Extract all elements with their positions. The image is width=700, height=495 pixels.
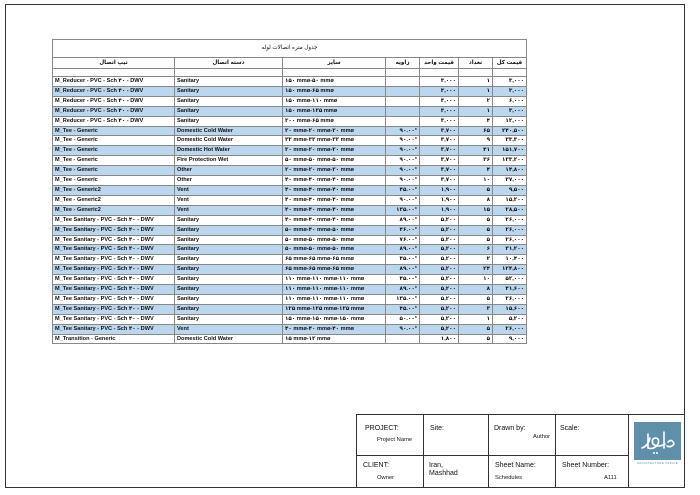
cell-count: ۴۱: [459, 146, 493, 156]
cell-type: M_Tee Sanitary - PVC - Sch ۴۰ - DWV: [53, 215, 175, 225]
cell-unit-price: ۵,۲۰۰: [420, 225, 459, 235]
table-row: [53, 334, 527, 344]
cell-angle: ۸۹.۰۰°: [386, 265, 420, 275]
cell-type: M_Tee - Generic2: [53, 195, 175, 205]
cell-type: M_Tee Sanitary - PVC - Sch ۴۰ - DWV: [53, 255, 175, 265]
cell-type: M_Tee Sanitary - PVC - Sch ۴۰ - DWV: [53, 225, 175, 235]
cell-size: ۱۵۰ mmø-۵۰ mmø: [283, 77, 386, 87]
schedule-title: جدول متره اتصالات لوله: [53, 40, 527, 58]
cell-unit-price: ۵,۲۰۰: [420, 215, 459, 225]
cell-total: ۵۲,۰۰۰: [493, 275, 527, 285]
cell-angle: ۸۹.۰۰°: [386, 285, 420, 295]
cell-size: ۴۰ mmø-۴۰ mmø-۴۰ mmø: [283, 215, 386, 225]
table-row: [53, 195, 527, 205]
sheet-number-value: A111: [604, 475, 617, 481]
cell-category: Other: [175, 176, 283, 186]
cell-category: Sanitary: [175, 294, 283, 304]
table-row: [53, 166, 527, 176]
cell-category: Sanitary: [175, 275, 283, 285]
sheet-number-label: Sheet Number:: [562, 462, 610, 469]
cell-category: Sanitary: [175, 285, 283, 295]
cell-type: M_Tee - Generic: [53, 126, 175, 136]
table-row: [53, 86, 527, 96]
cell-count: ۴: [459, 166, 493, 176]
cell-unit-price: ۵,۲۰۰: [420, 255, 459, 265]
cell-type: M_Tee - Generic: [53, 156, 175, 166]
cell-count: ۵: [459, 235, 493, 245]
schedule-title-row: [53, 40, 527, 58]
cell-total: ۲۶,۰۰۰: [493, 235, 527, 245]
cell-unit-price: ۳,۰۰۰: [420, 96, 459, 106]
cell-type: M_Tee Sanitary - PVC - Sch ۴۰ - DWV: [53, 304, 175, 314]
cell-total: ۱۵,۶۰۰: [493, 304, 527, 314]
cell-angle: ۵۰.۰۰°: [386, 314, 420, 324]
cell-size: ۴۰ mmø-۴۰ mmø-۴۰ mmø: [283, 185, 386, 195]
col-header-count: تعداد: [459, 58, 493, 69]
cell-angle: ۸۹.۰۰°: [386, 215, 420, 225]
cell-unit-price: ۳,۰۰۰: [420, 116, 459, 126]
tb-divider: [628, 415, 629, 487]
cell-angle: [386, 86, 420, 96]
cell-total: ۹,۰۰۰: [493, 334, 527, 344]
cell-type: M_Reducer - PVC - Sch ۴۰ - DWV: [53, 96, 175, 106]
cell-type: M_Tee - Generic: [53, 146, 175, 156]
cell-category: Sanitary: [175, 245, 283, 255]
cell-count: ۱: [459, 314, 493, 324]
cell-total: ۳,۰۰۰: [493, 106, 527, 116]
cell-count: ۲: [459, 255, 493, 265]
logo-mark-icon: [634, 422, 681, 460]
client-label: CLIENT:: [363, 462, 390, 469]
cell-unit-price: ۱,۹۰۰: [420, 195, 459, 205]
cell-category: Sanitary: [175, 304, 283, 314]
col-header-total-price: قیمت کل: [493, 58, 527, 69]
cell-total: ۳,۰۰۰: [493, 77, 527, 87]
cell-category: Sanitary: [175, 235, 283, 245]
cell-angle: ۷۶.۰۰°: [386, 235, 420, 245]
cell-unit-price: ۱,۸۰۰: [420, 334, 459, 344]
cell-count: ۲: [459, 96, 493, 106]
cell-size: ۶۵ mmø-۶۵ mmø-۶۵ mmø: [283, 255, 386, 265]
cell-count: ۹: [459, 136, 493, 146]
cell-size: ۱۵۰ mmø-۱۱۰ mmø: [283, 96, 386, 106]
cell-type: M_Tee - Generic: [53, 136, 175, 146]
cell-count: ۱: [459, 106, 493, 116]
cell-size: ۵۰ mmø-۵۰ mmø-۵۰ mmø: [283, 156, 386, 166]
cell-angle: ۹۰.۰۰°: [386, 156, 420, 166]
cell-category: Sanitary: [175, 96, 283, 106]
cell-type: M_Tee Sanitary - PVC - Sch ۴۰ - DWV: [53, 294, 175, 304]
cell-type: M_Tee Sanitary - PVC - Sch ۴۰ - DWV: [53, 285, 175, 295]
cell-category: Vent: [175, 185, 283, 195]
cell-total: ۲۸,۵۰۰: [493, 205, 527, 215]
cell-type: M_Tee Sanitary - PVC - Sch ۴۰ - DWV: [53, 275, 175, 285]
drawn-by-value: Author: [533, 434, 551, 440]
cell-size: ۴۰ mmø-۴۰ mmø-۴۰ mmø: [283, 205, 386, 215]
cell-size: ۱۵۰ mmø-۱۲۵ mmø: [283, 106, 386, 116]
tb-divider: [555, 415, 556, 487]
cell-total: ۲۴۰,۵۰۰: [493, 126, 527, 136]
cell-angle: ۹۰.۰۰°: [386, 176, 420, 186]
col-header-size: سایز: [283, 58, 386, 69]
pipe-fittings-schedule: [52, 39, 527, 344]
table-row: [53, 146, 527, 156]
cell-total: ۱۵,۲۰۰: [493, 195, 527, 205]
cell-size: ۱۵۰ mmø-۶۵ mmø: [283, 86, 386, 96]
col-header-type: تیپ اتصال: [53, 58, 175, 69]
project-label: PROJECT:: [365, 425, 399, 432]
project-value: Project Name: [377, 437, 413, 443]
table-row: [53, 235, 527, 245]
site-value: Iran, Mashhad: [429, 462, 458, 477]
cell-size: ۱۲۵ mmø-۱۲۵ mmø-۱۲۵ mmø: [283, 304, 386, 314]
cell-total: ۲۶,۰۰۰: [493, 294, 527, 304]
cell-category: Sanitary: [175, 106, 283, 116]
cell-type: M_Reducer - PVC - Sch ۴۰ - DWV: [53, 77, 175, 87]
cell-count: ۶۵: [459, 126, 493, 136]
cell-count: ۵: [459, 215, 493, 225]
cell-count: ۵: [459, 294, 493, 304]
table-row: [53, 304, 527, 314]
cell-size: ۲۰ mmø-۲۰ mmø-۲۰ mmø: [283, 126, 386, 136]
cell-unit-price: ۵,۲۰۰: [420, 245, 459, 255]
cell-angle: ۴۵.۰۰°: [386, 255, 420, 265]
cell-total: ۳,۰۰۰: [493, 86, 527, 96]
cell-category: Sanitary: [175, 86, 283, 96]
cell-unit-price: ۵,۲۰۰: [420, 324, 459, 334]
table-row: [53, 77, 527, 87]
cell-category: Domestic Cold Water: [175, 334, 283, 344]
table-row: [53, 294, 527, 304]
cell-total: ۱۲۴,۸۰۰: [493, 265, 527, 275]
cell-count: ۱۵: [459, 205, 493, 215]
cell-size: ۳۲ mmø-۳۲ mmø-۳۲ mmø: [283, 136, 386, 146]
cell-total: ۱۰,۴۰۰: [493, 255, 527, 265]
table-row: [53, 275, 527, 285]
sheet-name-label: Sheet Name:: [495, 462, 536, 469]
table-row: [53, 136, 527, 146]
cell-count: ۵: [459, 185, 493, 195]
cell-angle: [386, 77, 420, 87]
cell-angle: [386, 96, 420, 106]
cell-size: ۱۱۰ mmø-۱۱۰ mmø-۱۱۰ mmø: [283, 294, 386, 304]
table-row: [53, 116, 527, 126]
cell-size: ۵۰ mmø-۵۰ mmø-۵۰ mmø: [283, 245, 386, 255]
cell-count: ۸: [459, 285, 493, 295]
cell-unit-price: ۵,۲۰۰: [420, 275, 459, 285]
cell-unit-price: ۳,۷۰۰: [420, 126, 459, 136]
cell-total: ۳۷,۰۰۰: [493, 176, 527, 186]
cell-count: ۱۰: [459, 176, 493, 186]
cell-category: Sanitary: [175, 225, 283, 235]
table-row: [53, 225, 527, 235]
cell-unit-price: ۳,۷۰۰: [420, 136, 459, 146]
cell-size: ۴۰ mmø-۴۰ mmø-۴۰ mmø: [283, 176, 386, 186]
cell-size: ۴۰ mmø-۴۰ mmø-۴۰ mmø: [283, 195, 386, 205]
cell-total: ۶,۰۰۰: [493, 96, 527, 106]
drawn-by-label: Drawn by:: [494, 425, 526, 432]
cell-angle: ۴۵.۰۰°: [386, 304, 420, 314]
col-header-unit-price: قیمت واحد: [420, 58, 459, 69]
cell-size: ۲۰۰ mmø-۶۵ mmø: [283, 116, 386, 126]
cell-type: M_Tee - Generic: [53, 166, 175, 176]
cell-count: ۳: [459, 304, 493, 314]
cell-category: Vent: [175, 205, 283, 215]
cell-unit-price: ۵,۲۰۰: [420, 304, 459, 314]
cell-unit-price: ۳,۷۰۰: [420, 146, 459, 156]
cell-unit-price: ۱,۹۰۰: [420, 205, 459, 215]
cell-unit-price: ۳,۰۰۰: [420, 106, 459, 116]
cell-type: M_Transition - Generic: [53, 334, 175, 344]
cell-category: Fire Protection Wet: [175, 156, 283, 166]
cell-size: ۲۰ mmø-۲۰ mmø-۲۰ mmø: [283, 166, 386, 176]
table-row: [53, 156, 527, 166]
cell-total: ۱۵۱,۷۰۰: [493, 146, 527, 156]
cell-angle: ۹۰.۰۰°: [386, 126, 420, 136]
table-row: [53, 126, 527, 136]
cell-type: M_Tee Sanitary - PVC - Sch ۴۰ - DWV: [53, 324, 175, 334]
cell-category: Domestic Cold Water: [175, 136, 283, 146]
cell-total: ۲۶,۰۰۰: [493, 324, 527, 334]
table-row: [53, 324, 527, 334]
cell-size: ۵۰ mmø-۴۰ mmø-۵۰ mmø: [283, 225, 386, 235]
cell-unit-price: ۳,۷۰۰: [420, 156, 459, 166]
cell-count: ۶: [459, 245, 493, 255]
cell-total: ۱۳۳,۲۰۰: [493, 156, 527, 166]
cell-category: Sanitary: [175, 255, 283, 265]
cell-size: ۶۵ mmø-۶۵ mmø-۶۵ mmø: [283, 265, 386, 275]
tb-divider: [357, 455, 628, 456]
cell-count: ۵: [459, 334, 493, 344]
cell-angle: [386, 116, 420, 126]
scale-label: Scale:: [560, 425, 580, 432]
cell-category: Other: [175, 166, 283, 176]
cell-angle: ۱۳۵.۰۰°: [386, 205, 420, 215]
cell-unit-price: ۵,۲۰۰: [420, 265, 459, 275]
cell-count: ۵: [459, 324, 493, 334]
logo-caption: ARCHITECTURE OFFICE: [636, 461, 679, 465]
cell-category: Vent: [175, 324, 283, 334]
cell-type: M_Reducer - PVC - Sch ۴۰ - DWV: [53, 116, 175, 126]
cell-count: ۱۰: [459, 275, 493, 285]
cell-size: ۱۵۰ mmø-۱۵۰ mmø-۱۵۰ mmø: [283, 314, 386, 324]
cell-angle: ۴۶.۰۰°: [386, 225, 420, 235]
cell-type: M_Tee Sanitary - PVC - Sch ۴۰ - DWV: [53, 314, 175, 324]
cell-count: ۵: [459, 225, 493, 235]
office-logo: [634, 422, 681, 460]
schedule-header-row: [53, 58, 527, 69]
title-block: [356, 414, 685, 488]
cell-angle: ۹۰.۰۰°: [386, 324, 420, 334]
cell-angle: [386, 334, 420, 344]
col-header-angle: زاویه: [386, 58, 420, 69]
table-row: [53, 176, 527, 186]
cell-angle: ۹۰.۰۰°: [386, 166, 420, 176]
cell-size: ۲۰ mmø-۲۰ mmø-۲۰ mmø: [283, 146, 386, 156]
cell-category: Domestic Cold Water: [175, 126, 283, 136]
table-row: [53, 106, 527, 116]
cell-size: ۵۰ mmø-۵۰ mmø-۵۰ mmø: [283, 235, 386, 245]
tb-divider: [423, 415, 424, 487]
cell-unit-price: ۵,۲۰۰: [420, 285, 459, 295]
cell-unit-price: ۵,۲۰۰: [420, 294, 459, 304]
cell-angle: ۹۰.۰۰°: [386, 195, 420, 205]
cell-total: ۱۴,۸۰۰: [493, 166, 527, 176]
cell-count: ۲۴: [459, 265, 493, 275]
cell-total: ۵,۲۰۰: [493, 314, 527, 324]
cell-size: ۱۱۰ mmø-۱۱۰ mmø-۱۱۰ mmø: [283, 275, 386, 285]
cell-total: ۳۱,۲۰۰: [493, 245, 527, 255]
cell-count: ۴: [459, 116, 493, 126]
cell-angle: [386, 106, 420, 116]
cell-size: ۱۱۰ mmø-۱۱۰ mmø-۱۱۰ mmø: [283, 285, 386, 295]
cell-angle: ۹۰.۰۰°: [386, 146, 420, 156]
cell-type: M_Tee - Generic2: [53, 205, 175, 215]
cell-unit-price: ۵,۲۰۰: [420, 235, 459, 245]
cell-category: Domestic Hot Water: [175, 146, 283, 156]
cell-unit-price: ۳,۷۰۰: [420, 166, 459, 176]
cell-total: ۹,۵۰۰: [493, 185, 527, 195]
cell-category: Sanitary: [175, 116, 283, 126]
cell-unit-price: ۳,۰۰۰: [420, 86, 459, 96]
cell-total: ۳۳,۳۰۰: [493, 136, 527, 146]
table-row: [53, 185, 527, 195]
table-row: [53, 205, 527, 215]
cell-type: M_Tee - Generic2: [53, 185, 175, 195]
table-row: [53, 215, 527, 225]
cell-type: M_Tee Sanitary - PVC - Sch ۴۰ - DWV: [53, 235, 175, 245]
cell-angle: ۴۵.۰۰°: [386, 185, 420, 195]
col-header-category: دسته اتصال: [175, 58, 283, 69]
cell-category: Sanitary: [175, 215, 283, 225]
table-row: [53, 96, 527, 106]
cell-size: ۱۵ mmø-۱۲ mmø: [283, 334, 386, 344]
cell-total: ۲۶,۰۰۰: [493, 225, 527, 235]
cell-category: Sanitary: [175, 314, 283, 324]
cell-type: M_Tee - Generic: [53, 176, 175, 186]
cell-angle: ۹۰.۰۰°: [386, 136, 420, 146]
cell-angle: ۱۳۵.۰۰°: [386, 294, 420, 304]
cell-unit-price: ۳,۷۰۰: [420, 176, 459, 186]
cell-unit-price: ۱,۹۰۰: [420, 185, 459, 195]
site-label: Site:: [430, 425, 445, 432]
table-row: [53, 255, 527, 265]
cell-type: M_Reducer - PVC - Sch ۴۰ - DWV: [53, 106, 175, 116]
cell-type: M_Reducer - PVC - Sch ۴۰ - DWV: [53, 86, 175, 96]
cell-angle: ۸۹.۰۰°: [386, 245, 420, 255]
cell-total: ۲۶,۰۰۰: [493, 215, 527, 225]
schedule-spacer-row: [53, 69, 527, 77]
cell-type: M_Tee Sanitary - PVC - Sch ۴۰ - DWV: [53, 265, 175, 275]
cell-type: M_Tee Sanitary - PVC - Sch ۴۰ - DWV: [53, 245, 175, 255]
client-value: Owner: [377, 475, 395, 481]
cell-size: ۴۰ mmø-۴۰ mmø-۴۰ mmø: [283, 324, 386, 334]
cell-category: Sanitary: [175, 265, 283, 275]
cell-angle: ۴۵.۰۰°: [386, 275, 420, 285]
cell-count: ۸: [459, 195, 493, 205]
cell-unit-price: ۳,۰۰۰: [420, 77, 459, 87]
table-row: [53, 314, 527, 324]
table-row: [53, 285, 527, 295]
tb-divider: [488, 415, 489, 487]
cell-total: ۴۱,۶۰۰: [493, 285, 527, 295]
cell-count: ۱: [459, 86, 493, 96]
cell-unit-price: ۵,۲۰۰: [420, 314, 459, 324]
cell-category: Vent: [175, 195, 283, 205]
cell-category: Sanitary: [175, 77, 283, 87]
table-row: [53, 265, 527, 275]
cell-total: ۱۲,۰۰۰: [493, 116, 527, 126]
cell-count: ۳۶: [459, 156, 493, 166]
table-row: [53, 245, 527, 255]
cell-count: ۱: [459, 77, 493, 87]
sheet-name-value: Schedules: [495, 475, 523, 481]
